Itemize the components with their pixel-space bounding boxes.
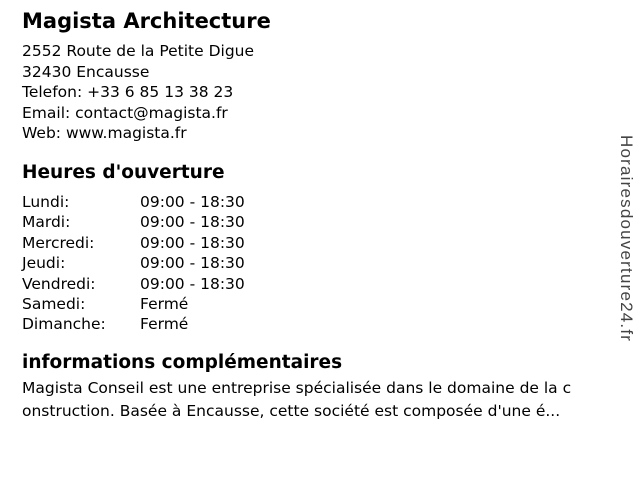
- email-line: Email: contact@magista.fr: [22, 103, 228, 122]
- contact-block: [22, 41, 254, 144]
- description-text: [22, 377, 571, 423]
- hours-row-wednesday: [22, 233, 245, 253]
- description-line-1: Magista Conseil est une entreprise spécialisée dans le domaine de la c: [22, 379, 572, 397]
- phone-line: Telefon: +33 6 85 13 38 23: [22, 83, 234, 102]
- hours-row-thursday: [22, 253, 245, 273]
- time-value: 09:00 - 18:30: [140, 254, 245, 273]
- time-value: Fermé: [140, 315, 189, 334]
- day-label: Dimanche:: [22, 315, 106, 334]
- page-title: Magista Architecture: [22, 9, 271, 33]
- opening-hours-heading: Heures d'ouverture: [22, 162, 225, 183]
- day-label: Samedi:: [22, 295, 86, 314]
- time-value: Fermé: [140, 295, 189, 314]
- day-label: Lundi:: [22, 193, 70, 211]
- day-label: Jeudi:: [22, 254, 66, 273]
- time-value: 09:00 - 18:30: [140, 274, 245, 293]
- address-city-line: 32430 Encausse: [22, 62, 150, 81]
- day-label: Mercredi:: [22, 233, 95, 252]
- hours-row-monday: [22, 192, 245, 212]
- hours-row-saturday: [22, 294, 245, 314]
- hours-row-sunday: [22, 314, 245, 334]
- watermark-vertical-text: Horairesdouverture24.fr: [617, 135, 636, 343]
- time-value: 09:00 - 18:30: [140, 193, 245, 211]
- address-street-line: 2552 Route de la Petite Digue: [22, 42, 255, 60]
- hours-row-tuesday: [22, 212, 245, 232]
- hours-row-friday: [22, 274, 245, 294]
- website-line: Web: www.magista.fr: [22, 124, 187, 143]
- opening-hours-table: [22, 192, 245, 335]
- day-label: Mardi:: [22, 213, 71, 232]
- day-label: Vendredi:: [22, 274, 96, 293]
- description-line-2: onstruction. Basée à Encausse, cette société est composée d'une é...: [22, 402, 561, 420]
- time-value: 09:00 - 18:30: [140, 213, 245, 232]
- additional-info-heading: informations complémentaires: [22, 352, 343, 373]
- time-value: 09:00 - 18:30: [140, 233, 245, 252]
